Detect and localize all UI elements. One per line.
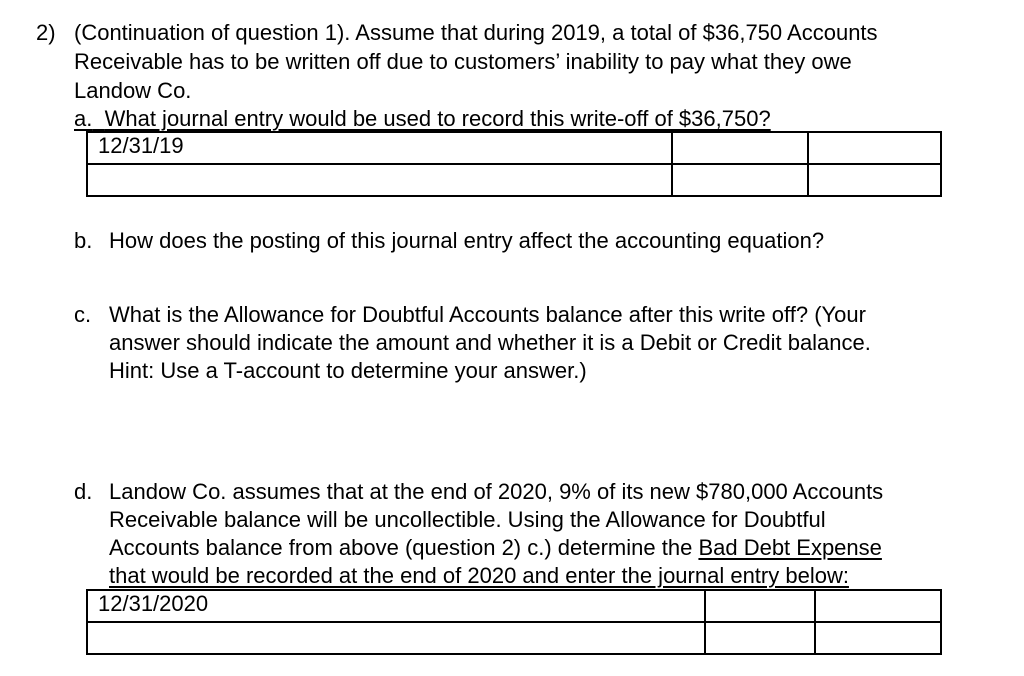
table-row: [87, 590, 941, 622]
part-c-line-3: Hint: Use a T-account to determine your answer.): [109, 358, 587, 383]
part-d-line-1: Landow Co. assumes that at the end of 2020, 9% of its new $780,000 Accounts: [109, 479, 884, 504]
credit-cell[interactable]: [808, 132, 941, 164]
question-number: 2): [36, 20, 56, 45]
part-b-text: How does the posting of this journal entry affect the accounting equation?: [109, 228, 825, 253]
debit-cell[interactable]: [672, 164, 808, 196]
debit-cell[interactable]: [705, 590, 815, 622]
credit-cell[interactable]: [815, 590, 941, 622]
question-intro-line-1: (Continuation of question 1). Assume that during 2019, a total of $36,750 Accounts: [74, 20, 878, 45]
journal-entry-table-d: [86, 589, 942, 655]
bad-debt-expense-term: Bad Debt Expense: [698, 535, 882, 560]
part-c-label: c.: [74, 302, 92, 327]
part-a-label: a.: [74, 106, 93, 131]
debit-cell[interactable]: [672, 132, 808, 164]
part-d-line-3-text: Accounts balance from above (question 2) c.) determine the: [109, 535, 699, 560]
part-c-line-1: What is the Allowance for Doubtful Accounts balance after this write off? (Your: [109, 302, 866, 327]
part-d-label: d.: [74, 479, 93, 504]
part-d-line-4: that would be recorded at the end of 2020 and enter the journal entry below:: [109, 563, 849, 588]
date-cell[interactable]: 12/31/2020: [87, 590, 705, 622]
part-a-prompt: [74, 106, 771, 132]
part-d-line-3: [109, 535, 882, 561]
date-cell[interactable]: 12/31/19: [87, 132, 672, 164]
part-d-line-2: Receivable balance will be uncollectible. Using the Allowance for Doubtful: [109, 507, 826, 532]
credit-cell[interactable]: [815, 622, 941, 654]
table-row: [87, 622, 941, 654]
table-row: [87, 164, 941, 196]
debit-cell[interactable]: [705, 622, 815, 654]
question-intro-line-3: Landow Co.: [74, 78, 192, 103]
table-row: [87, 132, 941, 164]
part-b-label: b.: [74, 228, 93, 253]
question-intro-line-2: Receivable has to be written off due to customers’ inability to pay what they owe: [74, 49, 852, 74]
credit-cell[interactable]: [808, 164, 941, 196]
part-c-line-2: answer should indicate the amount and whether it is a Debit or Credit balance.: [109, 330, 871, 355]
part-a-text: What journal entry would be used to record this write-off of $36,750?: [104, 106, 771, 131]
account-cell[interactable]: [87, 622, 705, 654]
account-cell[interactable]: [87, 164, 672, 196]
journal-entry-table-a: [86, 131, 942, 197]
